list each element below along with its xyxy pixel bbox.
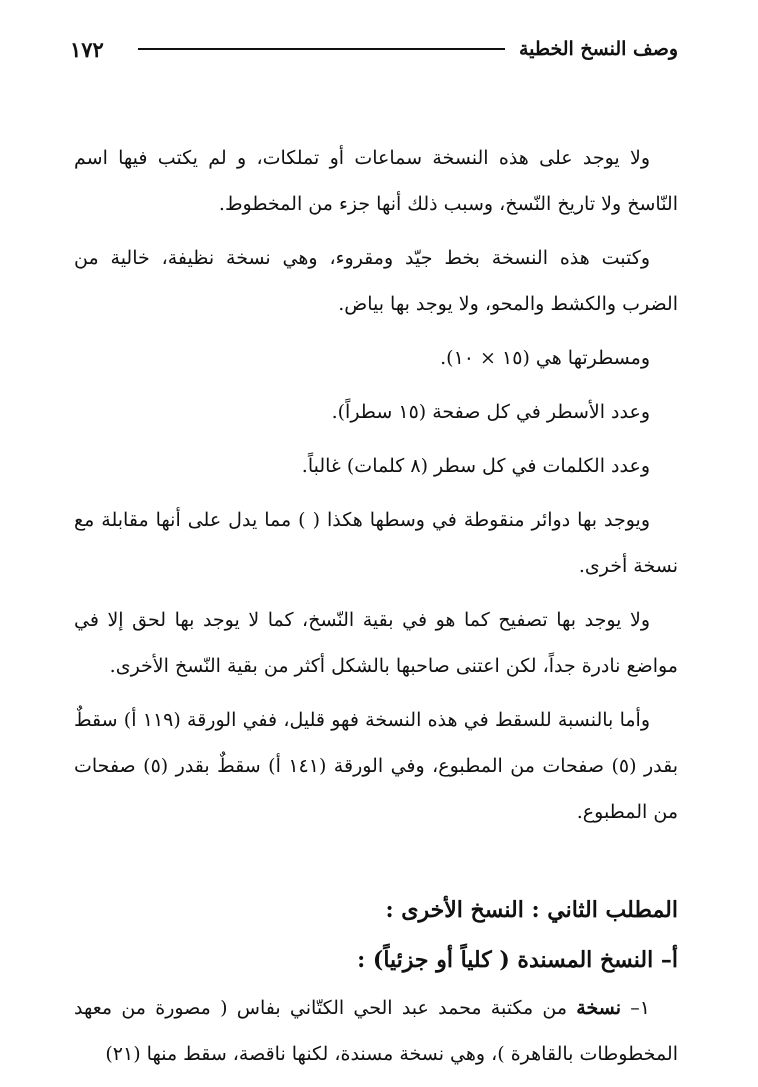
sub-heading: أ– النسخ المسندة ( كلياً أو جزئياً) : xyxy=(357,947,678,973)
paragraph: ولا يوجد على هذه النسخة سماعات أو تملكات، و لم يكتب فيها اسم النّاسخ ولا تاريخ النّسخ، وسبب ذلك أنها جزء من المخطوط. xyxy=(74,147,678,215)
paragraph: ولا يوجد بها تصفيح كما هو في بقية النّسخ، كما لا يوجد بها لحق إلا في مواضع نادرة جداً، لكن اعتنى صاحبها بالشكل أكثر من بقية النّسخ الأخرى. xyxy=(74,609,678,677)
paragraph: وعدد الأسطر في كل صفحة (١٥ سطراً). xyxy=(331,401,650,423)
item-keyword: نسخة xyxy=(576,997,621,1019)
header-title: وصف النسخ الخطية xyxy=(518,38,678,60)
list-item xyxy=(74,985,678,1077)
running-header xyxy=(70,34,678,64)
item-text: من مكتبة محمد عبد الحي الكتّاني بفاس ( مصورة من معهد المخطوطات بالقاهرة )، وهي نسخة مسندة، لكنها ناقصة، سقط منها (٢١) xyxy=(74,997,678,1065)
paragraph: وعدد الكلمات في كل سطر (٨ كلمات) غالباً. xyxy=(301,455,650,477)
section-heading: المطلب الثاني : النسخ الأخرى : xyxy=(385,897,678,923)
page-number: ١٧٢ xyxy=(70,36,104,62)
item-number: ١– xyxy=(630,997,650,1019)
paragraph: ومسطرتها هي (١٥ × ١٠). xyxy=(440,347,650,369)
body-text xyxy=(74,135,678,1077)
paragraph: وأما بالنسبة للسقط في هذه النسخة فهو قليل، ففي الورقة (١١٩ أ) سقطٌ بقدر (٥) صفحات من المطبوع، وفي الورقة (١٤١ أ) سقطٌ بقدر (٥) صفحات من المطبوع. xyxy=(74,709,679,823)
paragraph: ويوجد بها دوائر منقوطة في وسطها هكذا ( ) مما يدل على أنها مقابلة مع نسخة أخرى. xyxy=(74,509,678,577)
header-rule xyxy=(138,48,505,50)
paragraph: وكتبت هذه النسخة بخط جيّد ومقروء، وهي نسخة نظيفة، خالية من الضرب والكشط والمحو، ولا يوجد بها بياض. xyxy=(74,247,678,315)
